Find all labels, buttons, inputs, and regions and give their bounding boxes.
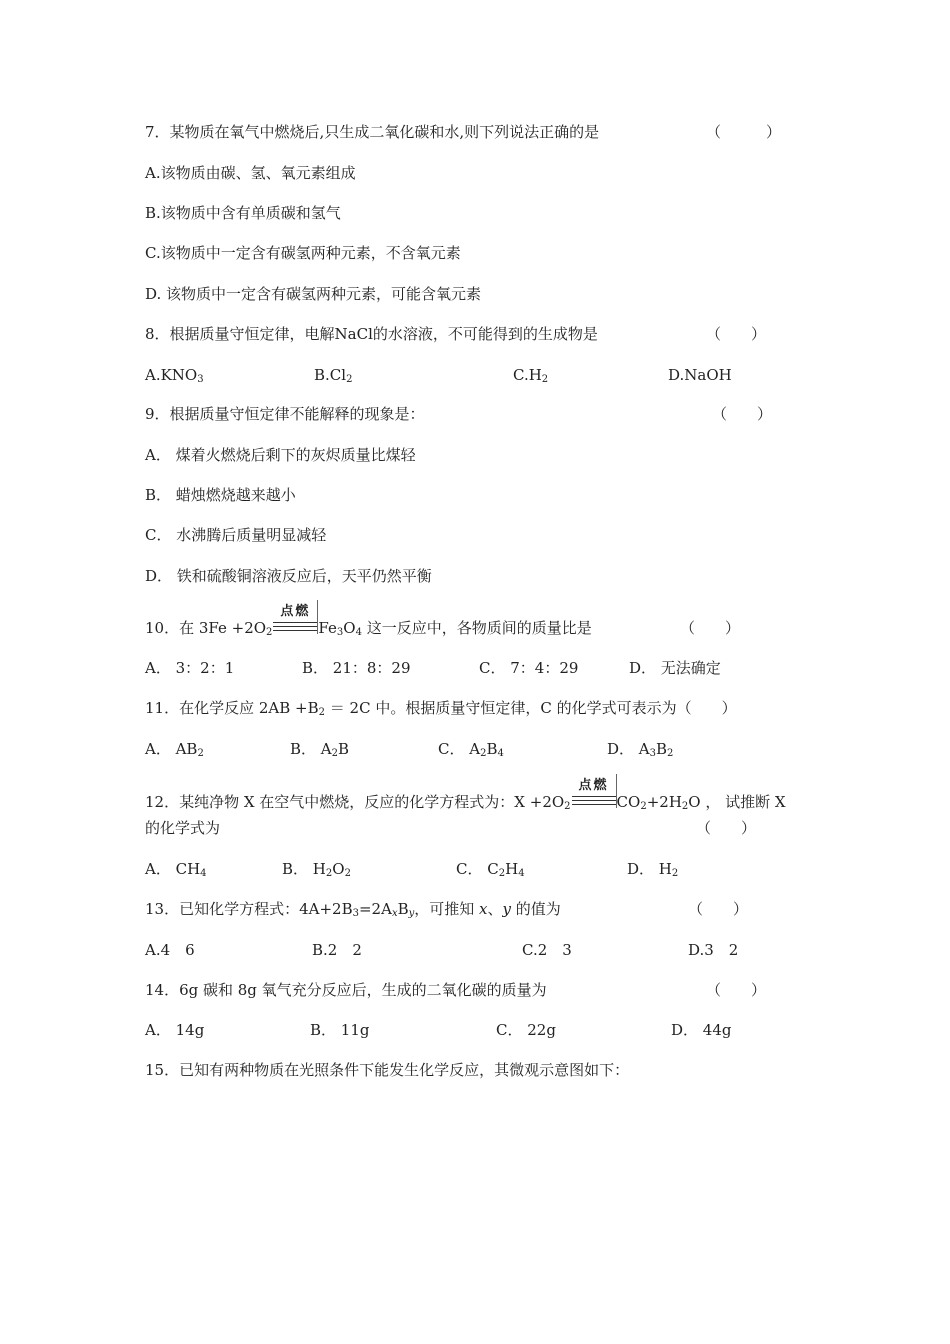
q12-option-d: D． $H_2$ — [627, 860, 679, 879]
q13-option-d: D.3 2 — [688, 941, 739, 959]
q13-option-c: C.2 3 — [522, 941, 572, 959]
q13-stem: 13．已知化学方程式：$4A+2B_3=2A_xB_y$，可推知 x、y 的值为 — [145, 900, 561, 919]
q10-option-b: B． 21：8：29 — [302, 659, 411, 677]
q11-option-b: B． $A_2B$ — [290, 740, 350, 759]
q14-option-d: D． 44g — [671, 1021, 732, 1039]
q11-option-a: A． $AB_2$ — [145, 740, 204, 759]
q11-stem: 11．在化学反应 $2AB +B_2 = 2C$ 中。根据质量守恒定律，C 的化学式可表示为（ ） — [145, 699, 737, 718]
q8-option-a: $A.KNO_3$ — [145, 366, 204, 385]
q7-answer-blank: （ ） — [706, 123, 782, 141]
q14-answer-blank: （ ） — [706, 981, 767, 999]
q13-option-a: A.4 6 — [145, 941, 195, 959]
q9-stem: 9．根据质量守恒定律不能解释的现象是： — [145, 405, 425, 423]
q11-option-d: D． $A_3B_2$ — [607, 740, 674, 759]
q14-option-a: A． 14g — [145, 1021, 205, 1039]
q10-answer-blank: （ ） — [680, 619, 741, 637]
q10-option-c: C． 7：4：29 — [479, 659, 579, 677]
q14-option-c: C． 22g — [496, 1021, 556, 1039]
q11-option-c: C． $A_2B_4$ — [438, 740, 504, 759]
q9-option-c: C． 水沸腾后质量明显减轻 — [145, 526, 327, 544]
q10-option-d: D． 无法确定 — [629, 659, 721, 677]
q12-option-c: C． $C_2H_4$ — [456, 860, 525, 879]
q7-stem: 7．某物质在氧气中燃烧后,只生成二氧化碳和水,则下列说法正确的是 — [145, 123, 600, 141]
q9-option-d: D． 铁和硫酸铜溶液反应后，天平仍然平衡 — [145, 567, 432, 585]
q12-option-a: A． $CH_4$ — [145, 860, 207, 879]
q10-option-a: A． 3：2：1 — [145, 659, 235, 677]
q14-option-b: B． 11g — [310, 1021, 370, 1039]
q12-stem-line2: 的化学式为 — [145, 819, 221, 837]
q9-option-a: A． 煤着火燃烧后剩下的灰烬质量比煤轻 — [145, 446, 416, 464]
q15-stem: 15．已知有两种物质在光照条件下能发生化学反应，其微观示意图如下： — [145, 1061, 630, 1079]
q9-answer-blank: （ ） — [712, 405, 773, 423]
q7-option-b: B.该物质中含有单质碳和氢气 — [145, 204, 341, 222]
q8-option-c: $C.H_2$ — [513, 366, 549, 385]
reaction-condition-arrow: 点燃 — [572, 792, 616, 812]
q13-option-b: B.2 2 — [312, 941, 362, 959]
q8-answer-blank: （ ） — [706, 325, 767, 343]
q7-option-c: C.该物质中一定含有碳氢两种元素，不含氧元素 — [145, 244, 461, 262]
q8-option-d: D.NaOH — [668, 366, 732, 384]
q9-option-b: B． 蜡烛燃烧越来越小 — [145, 486, 296, 504]
q12-stem: 12．某纯净物 X 在空气中燃烧，反应的化学方程式为：$X +2O_2$ 点燃 $CO_2+2H_2O$ ， 试推断 X — [145, 792, 786, 812]
q7-option-a: A.该物质由碳、氢、氧元素组成 — [145, 164, 356, 182]
reaction-condition-arrow: 点燃 — [273, 618, 317, 638]
q7-option-d: D. 该物质中一定含有碳氢两种元素，可能含氧元素 — [145, 285, 482, 303]
q12-option-b: B． $H_2O_2$ — [282, 860, 351, 879]
q14-stem: 14．6g 碳和 8g 氧气充分反应后，生成的二氧化碳的质量为 — [145, 981, 547, 999]
q8-option-b: $B.Cl_2$ — [314, 366, 353, 385]
q8-stem: 8．根据质量守恒定律，电解NaCl的水溶液，不可能得到的生成物是 — [145, 325, 598, 343]
q12-answer-blank: （ ） — [696, 819, 757, 837]
q10-stem: 10．在 $3Fe +2O_2$ 点燃 $Fe_3O_4$ 这一反应中，各物质间的质量比是 — [145, 618, 592, 638]
q13-answer-blank: （ ） — [688, 900, 749, 918]
